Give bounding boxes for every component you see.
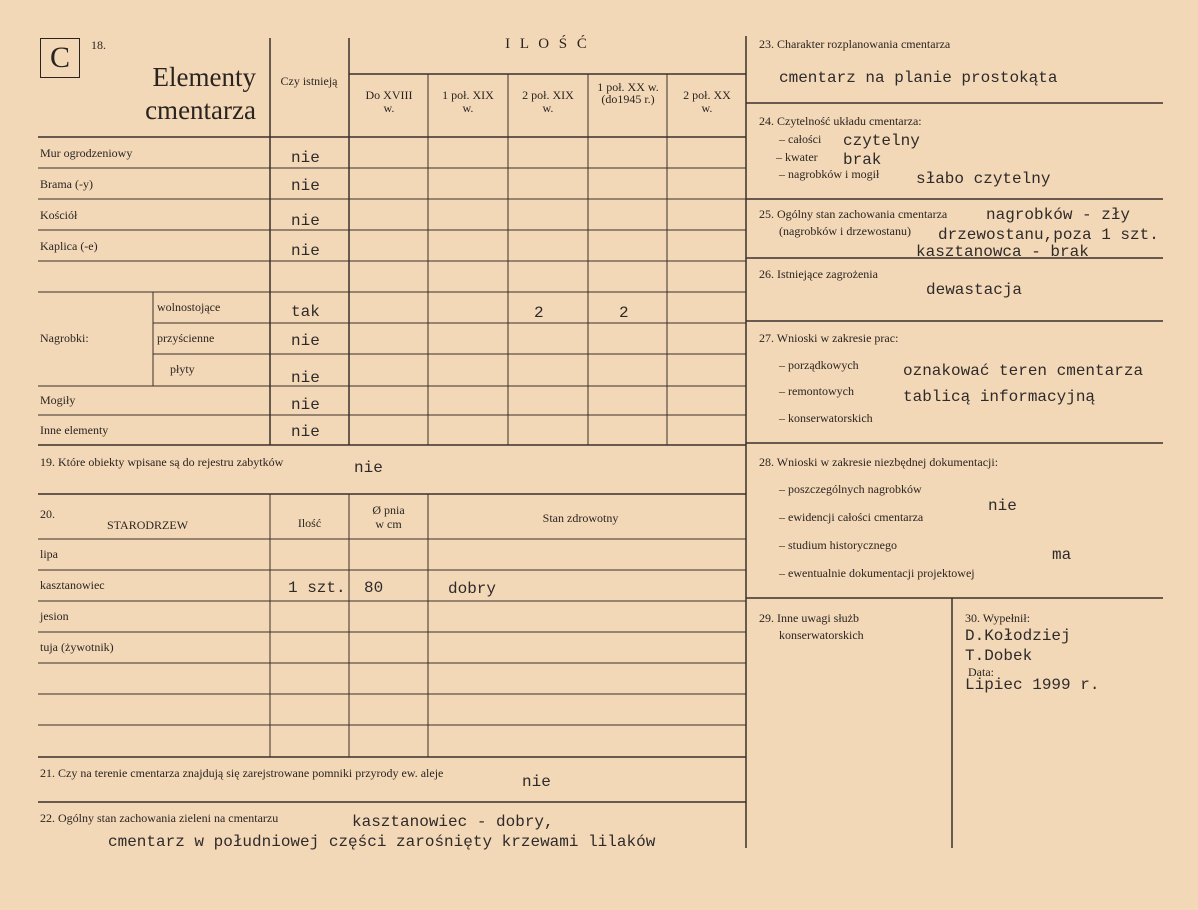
period-header-3: 2 poł. XIX w. (522, 88, 574, 115)
q24-v3: słabo czytelny (916, 170, 1051, 188)
value-wolnostojace: tak (291, 303, 320, 321)
q27-v2: tablicą informacyjną (903, 388, 1096, 406)
row-label-inne: Inne elementy (40, 423, 109, 437)
section-title-line1: Elementy (152, 62, 256, 92)
q22-label: 22. Ogólny stan zachowania zieleni na cmentarzu (40, 811, 279, 825)
trees-title: STARODRZEW (107, 518, 189, 532)
q24-v1: czytelny (843, 132, 920, 150)
q23-value: cmentarz na planie prostokąta (779, 69, 1058, 87)
q24-v2: brak (843, 151, 882, 169)
value-brama: nie (291, 177, 320, 195)
q22-value-2: cmentarz w południowej części zarośnięty krzewami lilaków (108, 833, 656, 851)
q21-label: 21. Czy na terenie cmentarza znajdują się zarejstrowane pomniki przyrody ew. aleje (40, 766, 444, 780)
value-plyty: nie (291, 369, 320, 387)
row-label-plyty: płyty (170, 362, 195, 376)
q27-label: 27. Wnioski w zakresie prac: (759, 331, 899, 345)
trees-col-diam-2: w cm (375, 517, 402, 531)
quantity-header: I L O Ś Ć (505, 36, 590, 52)
q28-v1: nie (988, 497, 1017, 515)
tree-diam-2: 80 (364, 579, 384, 597)
section-title-line2: cmentarza (145, 95, 256, 125)
value-kosciol: nie (291, 212, 320, 230)
q27-v1: oznakować teren cmentarza (903, 362, 1144, 380)
row-label-mur: Mur ogrodzeniowy (40, 146, 133, 160)
q25-v3: kasztanowca - brak (916, 243, 1089, 261)
q19-label: 19. Które obiekty wpisane są do rejestru zabytków (40, 455, 284, 469)
q28-l1: – poszczególnych nagrobków (779, 482, 922, 496)
q24-l3: – nagrobków i mogił (779, 167, 880, 181)
value-mur: nie (291, 149, 320, 167)
q28-l3: – studium historycznego (779, 538, 897, 552)
nagrobki-label: Nagrobki: (40, 331, 89, 345)
q22-value-1: kasztanowiec - dobry, (352, 813, 554, 831)
tree-name-4: tuja (żywotnik) (40, 640, 114, 654)
q27-l3: – konserwatorskich (779, 411, 873, 425)
q29-label-2: konserwatorskich (779, 628, 864, 642)
tree-name-2: kasztanowiec (40, 578, 105, 592)
tree-qty-2: 1 szt. (288, 579, 346, 597)
trees-col-qty: Ilość (297, 516, 322, 530)
q23-label: 23. Charakter rozplanowania cmentarza (759, 37, 951, 51)
row-label-wolnostojace: wolnostojące (157, 300, 221, 314)
q28-l2: – ewidencji całości cmentarza (779, 510, 924, 524)
form-letter: C (49, 41, 70, 74)
value-wolnostojace-p3: 2 (534, 304, 544, 322)
q28-v2: ma (1052, 546, 1072, 564)
value-kaplica: nie (291, 242, 320, 260)
row-label-kosciol: Kościół (40, 208, 78, 222)
q25-label: 25. Ogólny stan zachowania cmentarza (759, 207, 948, 221)
q25-sub: (nagrobków i drzewostanu) (779, 224, 911, 238)
value-przyscienne: nie (291, 332, 320, 350)
period-header-5: 2 poł. XX w. (683, 88, 731, 115)
q30-name-1: D.Kołodziej (965, 627, 1071, 645)
tree-name-3: jesion (40, 609, 69, 623)
q24-l2: – kwater (776, 150, 818, 164)
q30-label: 30. Wypełnił: (965, 611, 1031, 625)
value-wolnostojace-p4: 2 (619, 304, 629, 322)
value-inne: nie (291, 423, 320, 441)
row-label-przyscienne: przyścienne (157, 331, 215, 345)
q29-label-1: 29. Inne uwagi służb (759, 611, 859, 625)
q25-v1: nagrobków - zły (986, 206, 1131, 224)
section-number: 18. (91, 38, 106, 52)
q27-l1: – porządkowych (779, 358, 859, 372)
q21-value: nie (522, 773, 551, 791)
trees-col-diam-1: Ø pnia (372, 503, 405, 517)
q30-date: Lipiec 1999 r. (965, 676, 1100, 694)
q28-l4: – ewentualnie dokumentacji projektowej (779, 566, 975, 580)
q30-name-2: T.Dobek (965, 647, 1033, 665)
q24-label: 24. Czytelność układu cmentarza: (759, 114, 922, 128)
period-header-1: Do XVIII w. (365, 88, 413, 115)
row-label-brama: Brama (-y) (40, 177, 93, 191)
q25-v2: drzewostanu,poza 1 szt. (938, 226, 1159, 244)
q30-data-label: Data: (968, 665, 994, 679)
q24-l1: – całości (779, 132, 822, 146)
tree-state-2: dobry (448, 580, 497, 598)
q28-label: 28. Wnioski w zakresie niezbędnej dokumentacji: (759, 455, 999, 469)
exist-column-header: Czy istnieją (280, 74, 338, 88)
q27-l2: – remontowych (779, 384, 854, 398)
row-label-kaplica: Kaplica (-e) (40, 239, 98, 253)
tree-name-1: lipa (40, 547, 58, 561)
row-label-mogily: Mogiły (40, 393, 76, 407)
q19-value: nie (354, 459, 383, 477)
period-header-2: 1 poł. XIX w. (442, 88, 494, 115)
q26-label: 26. Istniejące zagrożenia (759, 267, 878, 281)
trees-col-state: Stan zdrowotny (542, 511, 619, 525)
period-header-4: 1 poł. XX w. (do1945 r.) (597, 80, 659, 106)
value-mogily: nie (291, 396, 320, 414)
q26-value: dewastacja (926, 281, 1023, 299)
trees-number: 20. (40, 507, 55, 521)
